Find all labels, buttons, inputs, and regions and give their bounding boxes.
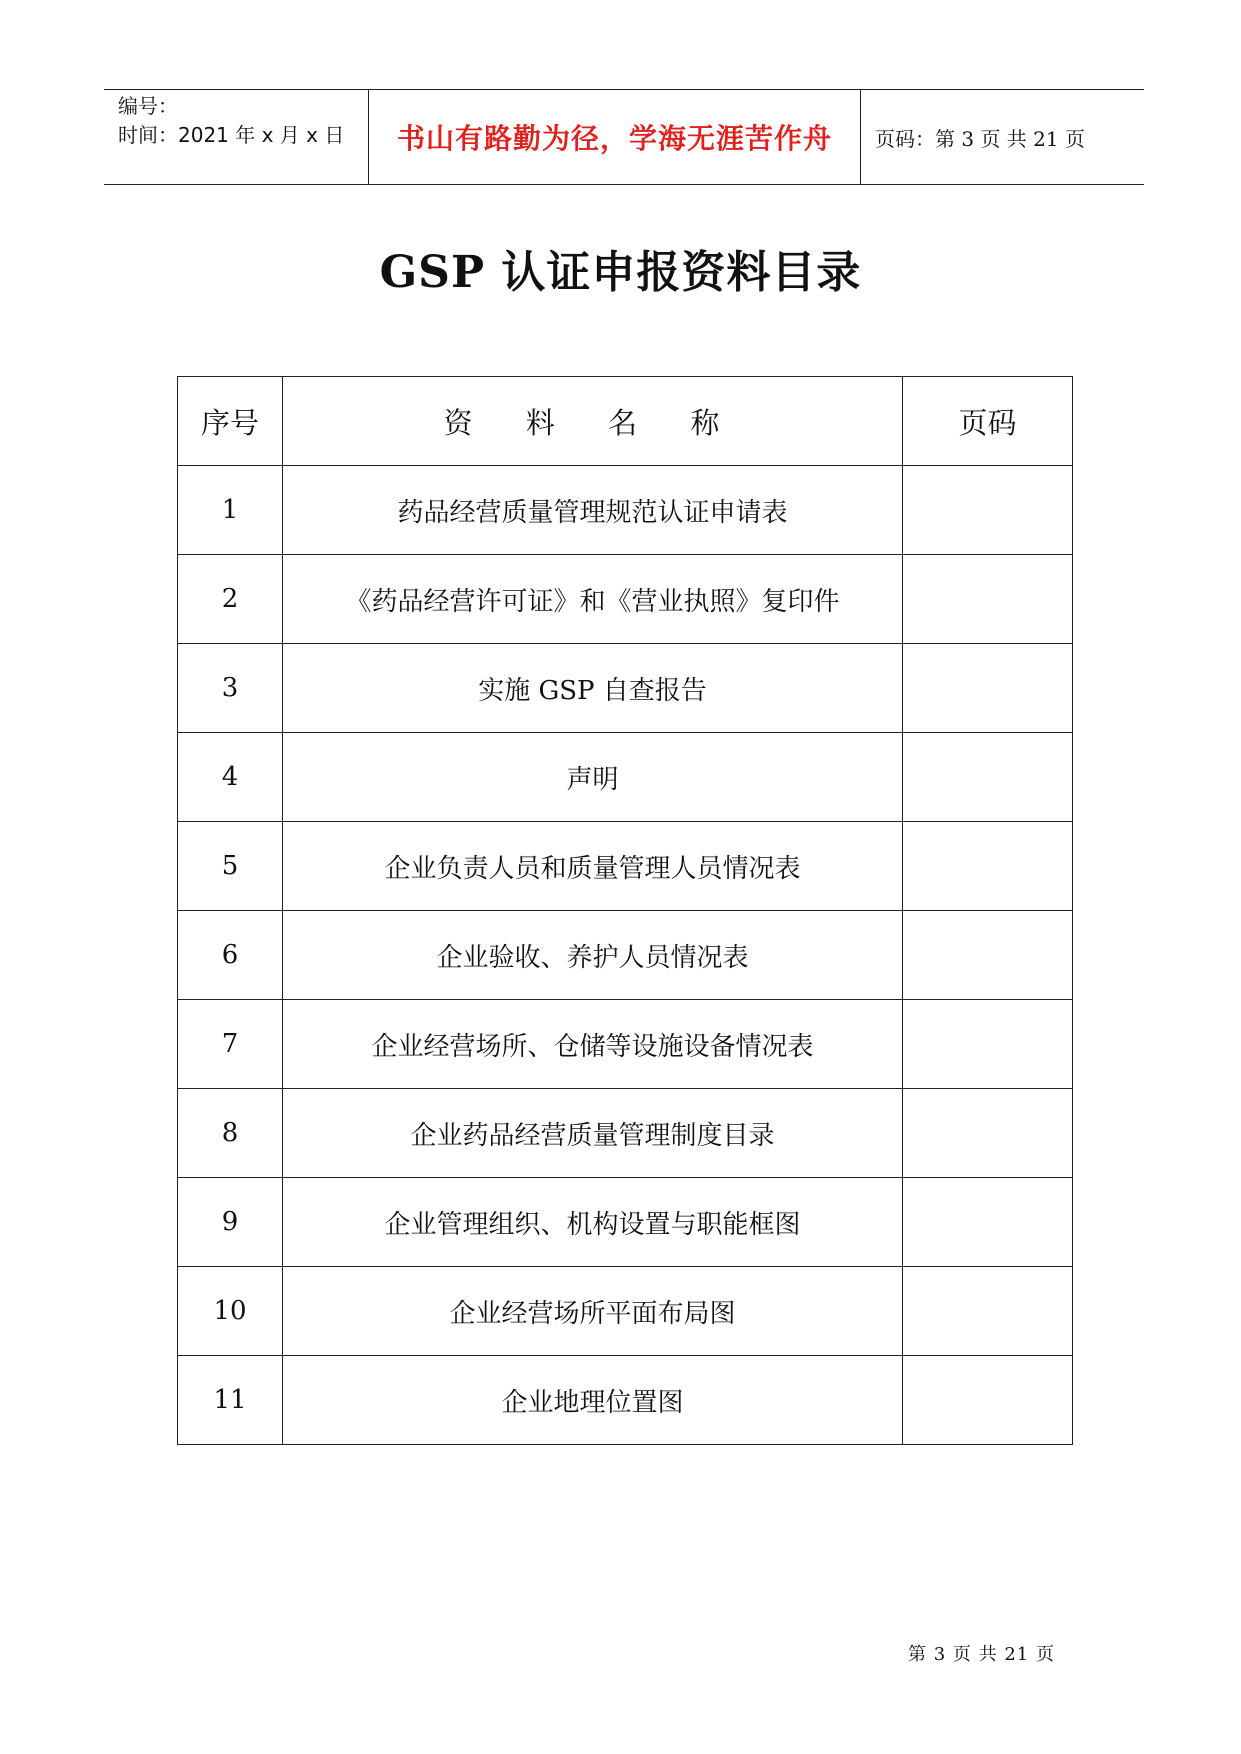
table-row: [178, 1000, 1073, 1089]
row-material-name: 企业验收、养护人员情况表: [283, 911, 903, 1000]
table-row: [178, 733, 1073, 822]
row-material-name: 声明: [283, 733, 903, 822]
row-material-name: 企业经营场所平面布局图: [283, 1267, 903, 1356]
table-row: [178, 911, 1073, 1000]
header-serial-number: 序号: [178, 377, 283, 466]
header-meta: [104, 90, 369, 184]
row-page-number: [903, 822, 1073, 911]
row-serial-number: 11: [178, 1356, 283, 1445]
row-material-name: 企业负责人员和质量管理人员情况表: [283, 822, 903, 911]
row-serial-number: 3: [178, 644, 283, 733]
row-material-name: 企业地理位置图: [283, 1356, 903, 1445]
row-serial-number: 4: [178, 733, 283, 822]
row-page-number: [903, 1267, 1073, 1356]
row-serial-number: 9: [178, 1178, 283, 1267]
table-row: [178, 1356, 1073, 1445]
row-material-name: 实施 GSP 自查报告: [283, 644, 903, 733]
row-material-name: 药品经营质量管理规范认证申请表: [283, 466, 903, 555]
table-row: [178, 1089, 1073, 1178]
table-row: [178, 555, 1073, 644]
row-material-name: 《药品经营许可证》和《营业执照》复印件: [283, 555, 903, 644]
header-motto: 书山有路勤为径，学海无涯苦作舟: [369, 90, 861, 184]
row-page-number: [903, 1178, 1073, 1267]
row-serial-number: 8: [178, 1089, 283, 1178]
header-page-number: 页码: [903, 377, 1073, 466]
row-material-name: 企业管理组织、机构设置与职能框图: [283, 1178, 903, 1267]
row-page-number: [903, 1356, 1073, 1445]
row-serial-number: 10: [178, 1267, 283, 1356]
page-header: [104, 89, 1144, 185]
table-row: [178, 1267, 1073, 1356]
document-number-label: 编号：: [118, 94, 178, 118]
row-page-number: [903, 733, 1073, 822]
row-serial-number: 5: [178, 822, 283, 911]
row-page-number: [903, 1089, 1073, 1178]
header-material-name: 资 料 名 称: [283, 377, 903, 466]
header-page-info: 页码：第 3 页 共 21 页: [875, 126, 1085, 151]
table-header-row: [178, 377, 1073, 466]
row-serial-number: 2: [178, 555, 283, 644]
row-serial-number: 1: [178, 466, 283, 555]
row-material-name: 企业药品经营质量管理制度目录: [283, 1089, 903, 1178]
table-row: [178, 1178, 1073, 1267]
row-page-number: [903, 1000, 1073, 1089]
table-row: [178, 466, 1073, 555]
row-material-name: 企业经营场所、仓储等设施设备情况表: [283, 1000, 903, 1089]
page-footer: 第 3 页 共 21 页: [908, 1644, 1055, 1665]
row-page-number: [903, 911, 1073, 1000]
table-row: [178, 644, 1073, 733]
contents-table: [177, 376, 1073, 1445]
row-page-number: [903, 644, 1073, 733]
row-page-number: [903, 555, 1073, 644]
page-title: GSP 认证申报资料目录: [379, 247, 862, 298]
document-time: 时间：2021 年 x 月 x 日: [118, 123, 345, 147]
row-serial-number: 6: [178, 911, 283, 1000]
row-page-number: [903, 466, 1073, 555]
row-serial-number: 7: [178, 1000, 283, 1089]
table-row: [178, 822, 1073, 911]
